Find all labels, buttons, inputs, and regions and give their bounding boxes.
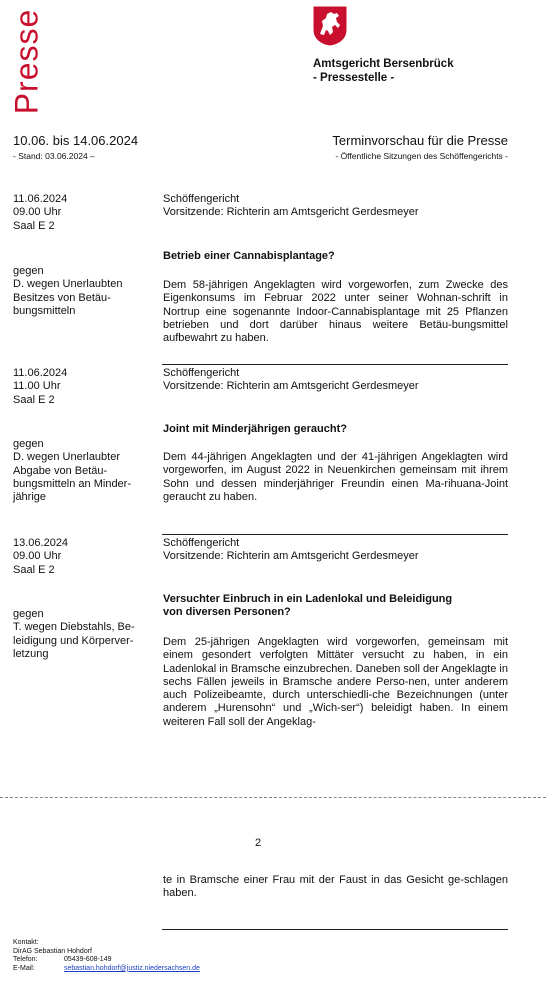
court-type: Schöffengericht bbox=[163, 367, 240, 379]
gegen-label: gegen bbox=[13, 265, 44, 277]
presse-label: Presse bbox=[8, 8, 45, 114]
case-1-accused bbox=[13, 265, 122, 318]
accused-line: D. wegen Unerlaubten bbox=[13, 278, 123, 291]
case-3-schedule bbox=[13, 537, 68, 577]
case-room: Saal E 2 bbox=[13, 563, 55, 576]
case-room: Saal E 2 bbox=[13, 219, 55, 232]
page-title: Terminvorschau für die Presse bbox=[332, 133, 508, 148]
page-number: 2 bbox=[254, 837, 262, 849]
email-link[interactable]: sebastian.hohdorf@justiz.niedersachsen.de bbox=[64, 964, 200, 972]
email-label: E-Mail: bbox=[13, 964, 35, 972]
page-subtitle: - Öffentliche Sitzungen des Schöffengerichts - bbox=[335, 151, 508, 161]
headline-line: Joint mit Minderjährigen geraucht? bbox=[163, 423, 347, 435]
lower-saxony-horse-icon bbox=[313, 6, 347, 46]
presse-wordmark bbox=[6, 8, 48, 114]
case-1-headline bbox=[163, 250, 508, 263]
accused-line: Abgabe von Betäu- bbox=[13, 464, 108, 477]
court-type: Schöffengericht bbox=[163, 193, 240, 205]
separator bbox=[162, 929, 508, 930]
case-time: 11.00 Uhr bbox=[13, 380, 61, 393]
case-3-accused bbox=[13, 608, 135, 661]
continuation-text: te in Bramsche einer Frau mit der Faust in das Gesicht ge-schlagen haben. bbox=[163, 874, 508, 900]
separator bbox=[162, 534, 508, 535]
case-3-text: Dem 25-jährigen Angeklagten wird vorgeworfen, gemeinsam mit einem gesondert verfolgten Mittäter versucht zu haben, in ein Ladenlokal in Bramsche einzubrechen. Daneben soll der Angeklagte in sechs Fällen jeweils in Bramsche andere Perso-nen, unter anderem auch Polizeibeamte, durch unterschiedli-che Bezeichnungen (unter anderem „Hurensohn“ und „Wich-ser“) beleidigt haben. In einem weiteren Fall soll der Angeklag- bbox=[163, 636, 508, 728]
press-office-label: - Pressestelle - bbox=[313, 72, 395, 84]
phone-number: 05439-608-149 bbox=[64, 956, 112, 964]
gegen-label: gegen bbox=[13, 438, 44, 450]
gegen-label: gegen bbox=[13, 608, 44, 620]
case-room: Saal E 2 bbox=[13, 393, 55, 406]
stand-date: - Stand: 03.06.2024 – bbox=[13, 151, 95, 161]
contact-phone-row bbox=[13, 956, 200, 965]
page-break bbox=[0, 797, 546, 798]
case-3-headline bbox=[163, 593, 508, 620]
headline-line: von diversen Personen? bbox=[163, 606, 291, 619]
case-1-schedule bbox=[13, 193, 67, 233]
case-date: 11.06.2024 bbox=[13, 193, 68, 205]
case-date: 13.06.2024 bbox=[13, 537, 69, 549]
contact-block bbox=[13, 939, 200, 973]
court-type: Schöffengericht bbox=[163, 537, 240, 549]
contact-name: DirAG Sebastian Hohdorf bbox=[13, 947, 92, 955]
accused-line: D. wegen Unerlaubter bbox=[13, 451, 121, 464]
case-2-schedule bbox=[13, 367, 67, 407]
accused-line: letzung bbox=[13, 647, 49, 660]
accused-line: jährige bbox=[13, 491, 47, 504]
headline-line: Betrieb einer Cannabisplantage? bbox=[163, 250, 335, 262]
case-1-court bbox=[163, 193, 508, 220]
accused-line: T. wegen Diebstahls, Be- bbox=[13, 621, 135, 634]
separator bbox=[162, 364, 508, 365]
accused-line: Besitzes von Betäu- bbox=[13, 291, 111, 304]
date-range: 10.06. bis 14.06.2024 bbox=[13, 133, 139, 148]
case-2-text: Dem 44-jährigen Angeklagten und der 41-jährigen Angeklagten wird vorgeworfen, im August 2022 in Neuenkirchen gemeinsam mit ihrem Sohn und dessen minderjähriger Freundin einen Ma-rihuana-Joint geraucht zu haben. bbox=[163, 451, 508, 503]
case-time: 09.00 Uhr bbox=[13, 550, 62, 563]
accused-line: bungsmitteln an Minder- bbox=[13, 477, 132, 490]
court-name: Amtsgericht Bersenbrück bbox=[313, 58, 454, 70]
case-1-text: Dem 58-jährigen Angeklagten wird vorgeworfen, zum Zwecke des Eigenkonsums im Februar 2022 unter seiner Wohnan-schrift in Nortrup eine sogenannte Indoor-Cannabisplantage mit 25 Pflanzen betrieben und dort darüber hinaus weitere Betäu-bungsmittel aufbewahrt zu haben. bbox=[163, 279, 508, 345]
presiding-judge: Vorsitzende: Richterin am Amtsgericht Gerdesmeyer bbox=[163, 206, 419, 219]
presiding-judge: Vorsitzende: Richterin am Amtsgericht Gerdesmeyer bbox=[163, 550, 419, 563]
presiding-judge: Vorsitzende: Richterin am Amtsgericht Gerdesmeyer bbox=[163, 380, 419, 393]
accused-line: bungsmitteln bbox=[13, 304, 76, 317]
case-time: 09.00 Uhr bbox=[13, 206, 62, 219]
case-3-court bbox=[163, 537, 508, 564]
contact-email-row bbox=[13, 965, 200, 974]
case-2-accused bbox=[13, 438, 131, 504]
court-block bbox=[313, 57, 454, 85]
case-2-court bbox=[163, 367, 508, 394]
case-date: 11.06.2024 bbox=[13, 367, 68, 379]
phone-label: Telefon: bbox=[13, 956, 38, 964]
case-2-headline bbox=[163, 423, 508, 436]
accused-line: leidigung und Körperver- bbox=[13, 634, 134, 647]
contact-heading: Kontakt: bbox=[13, 939, 39, 946]
headline-line: Versuchter Einbruch in ein Ladenlokal und Beleidigung bbox=[163, 593, 453, 605]
